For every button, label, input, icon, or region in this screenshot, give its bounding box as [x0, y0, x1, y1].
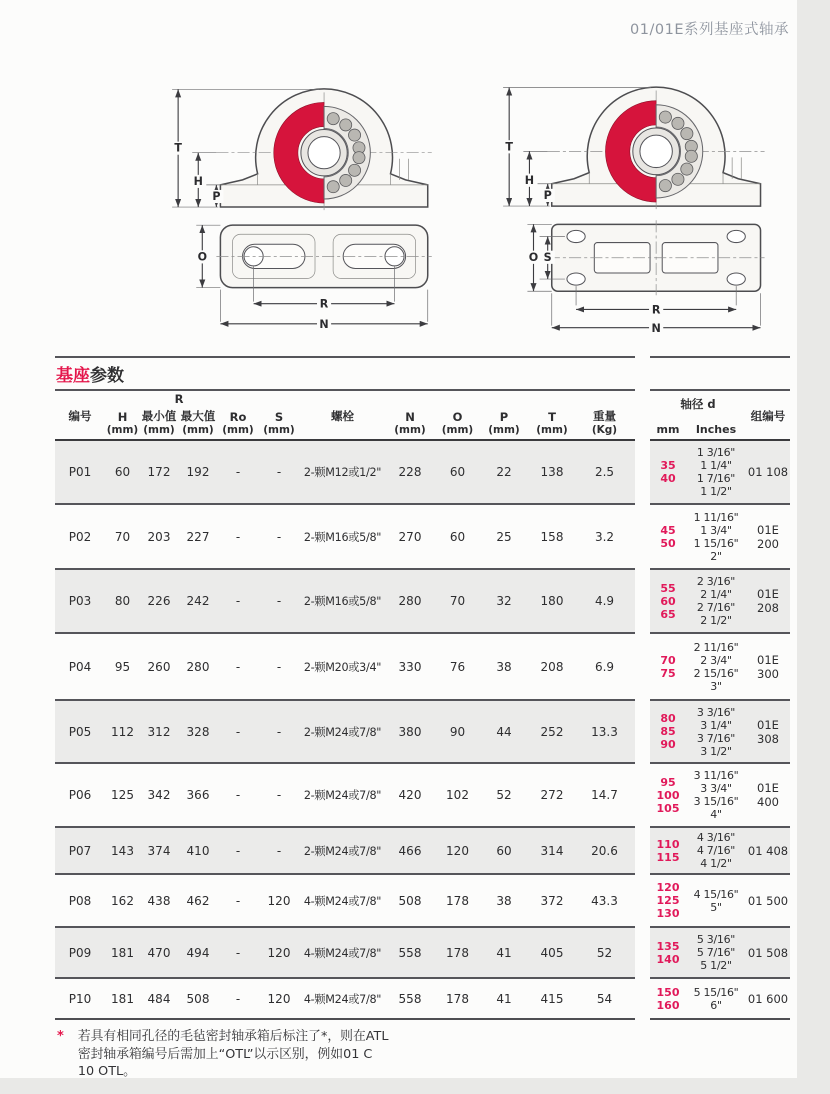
shaft-table-row — [650, 826, 790, 873]
group-number-cell: 01E 208 — [757, 587, 779, 615]
table-cell: 60 — [449, 529, 466, 544]
shaft-table-body — [650, 439, 790, 1020]
table-cell: 178 — [446, 991, 469, 1006]
table-cell: 60 — [496, 843, 512, 858]
shaft-table-row — [650, 977, 790, 1018]
base-table-header — [55, 393, 635, 439]
table-cell: - — [235, 893, 241, 908]
shaft-mm-cell: 35 40 — [660, 459, 676, 485]
table-cell: 415 — [540, 991, 564, 1006]
table-cell: - — [276, 724, 282, 739]
shaft-table-row — [650, 873, 790, 926]
inches-header: Inches — [695, 423, 737, 436]
table-cell: - — [235, 991, 241, 1006]
mm-header: mm — [656, 423, 680, 436]
table-cell: 330 — [398, 659, 422, 674]
table-cell: P07 — [68, 843, 92, 858]
table-cell: - — [235, 788, 241, 802]
table-cell: 112 — [111, 724, 134, 739]
divider — [55, 389, 635, 391]
table-cell: - — [276, 465, 282, 479]
shaft-table-header — [650, 393, 790, 439]
shaft-inches-cell: 3 3/16" 3 1/4" 3 7/16" 3 1/2" — [696, 705, 736, 758]
shaft-mm-cell: 120 125 130 — [656, 881, 680, 920]
front-view — [216, 89, 431, 213]
table-cell: 372 — [540, 893, 564, 908]
table-cell: 2-颗M20或3/4" — [303, 660, 382, 674]
divider — [650, 389, 790, 391]
table-cell: 328 — [186, 724, 210, 739]
table-cell: 52 — [496, 788, 512, 802]
column-header: H (mm) — [106, 410, 139, 436]
base-table-row — [55, 826, 635, 873]
table-cell: 38 — [496, 893, 512, 908]
table-cell: - — [276, 594, 282, 608]
footnote-line: 密封轴承箱编号后需加上“OTL”以示区别，例如01 C — [77, 1046, 373, 1062]
column-header: S (mm) — [263, 410, 295, 436]
table-cell: P10 — [68, 991, 92, 1006]
column-header: P (mm) — [488, 410, 520, 436]
shaft-table-row — [650, 441, 790, 503]
table-cell: 374 — [147, 843, 171, 858]
table-cell: 2-颗M16或5/8" — [303, 595, 382, 608]
group-number-cell: 01E 200 — [757, 522, 779, 551]
table-cell: 138 — [540, 465, 564, 479]
table-cell: 178 — [446, 893, 469, 908]
table-cell: 2-颗M24或7/8" — [303, 725, 382, 739]
shaft-unit-headers — [650, 423, 746, 436]
table-cell: 252 — [540, 724, 564, 739]
table-cell: 342 — [147, 788, 171, 802]
table-cell: 95 — [114, 659, 131, 674]
table-cell: 90 — [449, 724, 466, 739]
table-cell: 366 — [186, 788, 210, 802]
table-cell: 405 — [540, 945, 564, 960]
base-table-row — [55, 568, 635, 632]
table-cell: 43.3 — [591, 893, 618, 908]
column-header: T (mm) — [536, 410, 568, 436]
dim-label-T: T — [505, 140, 513, 154]
column-header: 编号 — [68, 409, 92, 423]
group-number-cell: 01 500 — [747, 893, 789, 908]
bore — [640, 135, 672, 167]
column-header: Ro (mm) — [222, 410, 254, 436]
dim-label-N: N — [651, 321, 661, 335]
shaft-table-row — [650, 632, 790, 699]
shaft-table-row — [650, 699, 790, 762]
divider — [55, 356, 635, 358]
table-cell: 227 — [186, 529, 210, 544]
dim-label-H: H — [524, 173, 535, 187]
table-cell: 314 — [540, 843, 564, 858]
table-cell: 120 — [446, 843, 469, 858]
table-cell: - — [235, 659, 241, 674]
base-table-row — [55, 503, 635, 568]
base-table-row — [55, 699, 635, 762]
dim-label-P: P — [212, 190, 221, 204]
table-cell: - — [276, 529, 282, 544]
shaft-inches-cell: 4 3/16" 4 7/16" 4 1/2" — [696, 831, 736, 870]
shaft-inches-cell: 2 3/16" 2 1/4" 2 7/16" 2 1/2" — [696, 575, 736, 627]
table-cell: 120 — [267, 945, 291, 960]
table-cell: 192 — [186, 465, 210, 479]
table-cell: 260 — [147, 659, 171, 674]
table-cell: 178 — [446, 945, 469, 960]
table-cell: 80 — [114, 594, 131, 608]
footnote-text — [78, 1028, 389, 1081]
base-table-row — [55, 441, 635, 503]
table-cell: 280 — [186, 659, 210, 674]
dim-label-N: N — [319, 317, 329, 331]
table-cell: 3.2 — [594, 529, 615, 544]
column-header: 最大值 (mm) — [180, 409, 216, 436]
shaft-diameter-table — [650, 393, 790, 1020]
table-cell: 2-颗M12或1/2" — [303, 466, 382, 479]
table-cell: 70 — [114, 529, 131, 544]
table-cell: 228 — [398, 465, 422, 479]
base-table-body — [55, 439, 635, 1020]
base-parameters-table — [55, 393, 635, 1020]
table-cell: 2-颗M16或5/8" — [303, 530, 382, 544]
column-header: 重量 (Kg) — [591, 409, 618, 436]
footnote-asterisk: * — [57, 1029, 64, 1044]
divider — [650, 356, 790, 358]
table-cell: 203 — [147, 529, 171, 544]
group-number-cell: 01 108 — [747, 465, 789, 479]
footnote — [57, 1028, 388, 1081]
table-cell: 6.9 — [594, 659, 615, 674]
table-cell: 172 — [147, 465, 171, 479]
table-cell: 558 — [398, 945, 422, 960]
shaft-inches-cell: 5 15/16" 6" — [693, 985, 739, 1012]
column-header: 最小值 (mm) — [141, 409, 177, 436]
table-cell: 60 — [449, 465, 466, 479]
table-cell: - — [235, 594, 241, 608]
table-cell: 60 — [114, 465, 131, 479]
dim-label-H: H — [193, 174, 203, 188]
shaft-inches-cell: 1 3/16" 1 1/4" 1 7/16" 1 1/2" — [696, 446, 736, 498]
table-cell: 120 — [267, 991, 291, 1006]
base-table-row — [55, 762, 635, 826]
table-cell: 32 — [496, 594, 512, 608]
dim-label-O: O — [528, 250, 539, 264]
table-cell: 70 — [449, 594, 466, 608]
shaft-inches-cell: 4 15/16" 5" — [693, 887, 739, 914]
table-cell: 420 — [398, 788, 422, 802]
dim-label-O: O — [197, 250, 207, 264]
table-cell: 4-颗M24或7/8" — [303, 894, 382, 908]
table-cell: 162 — [111, 893, 134, 908]
drawing-2bolt-pillow-block — [158, 52, 470, 346]
shaft-inches-cell: 5 3/16" 5 7/16" 5 1/2" — [696, 933, 736, 972]
group-number-cell: 01 508 — [747, 945, 789, 960]
table-cell: 242 — [186, 594, 210, 608]
shaft-inches-cell: 3 11/16" 3 3/4" 3 15/16" 4" — [693, 769, 739, 821]
section-title — [56, 361, 124, 386]
section-title-red: 基座 — [56, 366, 90, 386]
table-cell: 13.3 — [591, 724, 618, 739]
table-cell: 272 — [540, 788, 564, 802]
table-cell: P09 — [68, 945, 92, 960]
table-cell: P06 — [68, 788, 92, 802]
group-number-cell: 01 408 — [747, 843, 789, 858]
shaft-mm-cell: 70 75 — [660, 653, 676, 680]
shaft-mm-cell: 45 50 — [660, 523, 676, 550]
shaft-mm-cell: 110 115 — [656, 837, 680, 864]
table-cell: 312 — [147, 724, 171, 739]
table-cell: 2-颗M24或7/8" — [303, 789, 382, 802]
table-cell: 52 — [596, 945, 613, 960]
dim-label-R: R — [651, 303, 661, 317]
dim-label-S: S — [543, 250, 552, 264]
bottom-view — [548, 220, 765, 295]
table-cell: 4-颗M24或7/8" — [303, 992, 382, 1006]
table-cell: 508 — [186, 991, 210, 1006]
table-cell: 20.6 — [591, 843, 618, 858]
table-cell: - — [235, 465, 241, 479]
group-number-cell: 01E 400 — [757, 781, 779, 809]
shaft-mm-cell: 55 60 65 — [660, 581, 676, 621]
shaft-mm-cell: 150 160 — [656, 985, 680, 1012]
table-cell: P05 — [68, 724, 92, 739]
table-cell: 208 — [540, 659, 564, 674]
table-cell: 181 — [111, 991, 134, 1006]
table-cell: 226 — [147, 594, 171, 608]
table-cell: - — [235, 529, 241, 544]
table-cell: 466 — [398, 843, 422, 858]
table-cell: 180 — [540, 594, 564, 608]
base-table-row — [55, 873, 635, 926]
table-cell: 410 — [186, 843, 210, 858]
shaft-mm-cell: 135 140 — [656, 939, 680, 966]
table-cell: 508 — [398, 893, 422, 908]
table-cell: 25 — [496, 529, 512, 544]
table-cell: - — [235, 945, 241, 960]
table-cell: 4-颗M24或7/8" — [303, 946, 382, 960]
group-number-cell: 01E 308 — [757, 717, 779, 746]
table-cell: 158 — [540, 529, 564, 544]
dim-label-P: P — [543, 188, 552, 202]
table-cell: 494 — [186, 945, 210, 960]
base-table-row — [55, 632, 635, 699]
table-cell: 14.7 — [591, 788, 618, 802]
table-cell: 270 — [398, 529, 422, 544]
group-number-cell: 01E 300 — [757, 652, 779, 681]
bore — [308, 137, 340, 169]
group-number-header: 组编号 — [750, 409, 786, 423]
table-cell: P04 — [68, 659, 92, 674]
shaft-table-row — [650, 503, 790, 568]
table-cell: 120 — [267, 893, 291, 908]
drawing-4bolt-pillow-block — [486, 50, 806, 350]
footnote-line: 10 OTL。 — [77, 1064, 136, 1079]
r-group-header: R — [174, 392, 184, 406]
front-view — [548, 87, 765, 212]
table-cell: 280 — [398, 594, 422, 608]
shaft-d-header: 轴径 d — [680, 397, 716, 411]
table-cell: 558 — [398, 991, 422, 1006]
table-cell: - — [276, 788, 282, 802]
table-cell: 44 — [496, 724, 512, 739]
table-cell: - — [235, 843, 241, 858]
table-cell: P08 — [68, 893, 92, 908]
column-header: N (mm) — [394, 410, 426, 436]
table-cell: P03 — [68, 594, 92, 608]
group-number-cell: 01 600 — [747, 991, 789, 1006]
shaft-mm-cell: 80 85 90 — [660, 712, 676, 751]
dim-label-T: T — [174, 141, 182, 155]
bottom-view — [216, 225, 431, 287]
table-cell: 2-颗M24或7/8" — [303, 844, 382, 858]
dim-label-R: R — [319, 297, 329, 311]
table-cell: 76 — [449, 659, 466, 674]
table-cell: 484 — [147, 991, 171, 1006]
table-cell: 125 — [111, 788, 134, 802]
table-cell: 143 — [111, 843, 134, 858]
table-cell: 54 — [596, 991, 613, 1006]
shaft-table-row — [650, 926, 790, 977]
page-header-title: 01/01E系列基座式轴承 — [630, 22, 789, 38]
table-cell: 4.9 — [594, 594, 615, 608]
column-header: 螺栓 — [331, 409, 354, 423]
table-cell: 438 — [147, 893, 171, 908]
table-cell: 380 — [398, 724, 422, 739]
table-cell: 38 — [496, 659, 512, 674]
table-cell: - — [235, 724, 241, 739]
shaft-mm-cell: 95 100 105 — [656, 775, 680, 815]
table-cell: - — [276, 843, 282, 858]
footnote-line: 若具有相同孔径的毛毡密封轴承箱后标注了*，则在ATL — [77, 1029, 389, 1044]
shaft-inches-cell: 1 11/16" 1 3/4" 1 15/16" 2" — [693, 510, 739, 563]
table-cell: 22 — [496, 465, 512, 479]
table-cell: P02 — [68, 529, 92, 544]
table-cell: 41 — [496, 945, 512, 960]
column-header: O (mm) — [441, 410, 474, 436]
table-cell: 102 — [446, 788, 469, 802]
shaft-table-row — [650, 762, 790, 826]
table-cell: P01 — [68, 465, 92, 479]
table-cell: 2.5 — [594, 465, 615, 479]
table-cell: 181 — [111, 945, 134, 960]
base-table-row — [55, 926, 635, 977]
base-table-header-row — [55, 408, 635, 437]
shaft-table-row — [650, 568, 790, 632]
section-title-black: 参数 — [90, 366, 124, 386]
base-table-row — [55, 977, 635, 1018]
table-cell: - — [276, 659, 282, 674]
table-cell: 470 — [147, 945, 171, 960]
table-cell: 462 — [186, 893, 210, 908]
shaft-inches-cell: 2 11/16" 2 3/4" 2 15/16" 3" — [693, 640, 739, 693]
table-cell: 41 — [496, 991, 512, 1006]
